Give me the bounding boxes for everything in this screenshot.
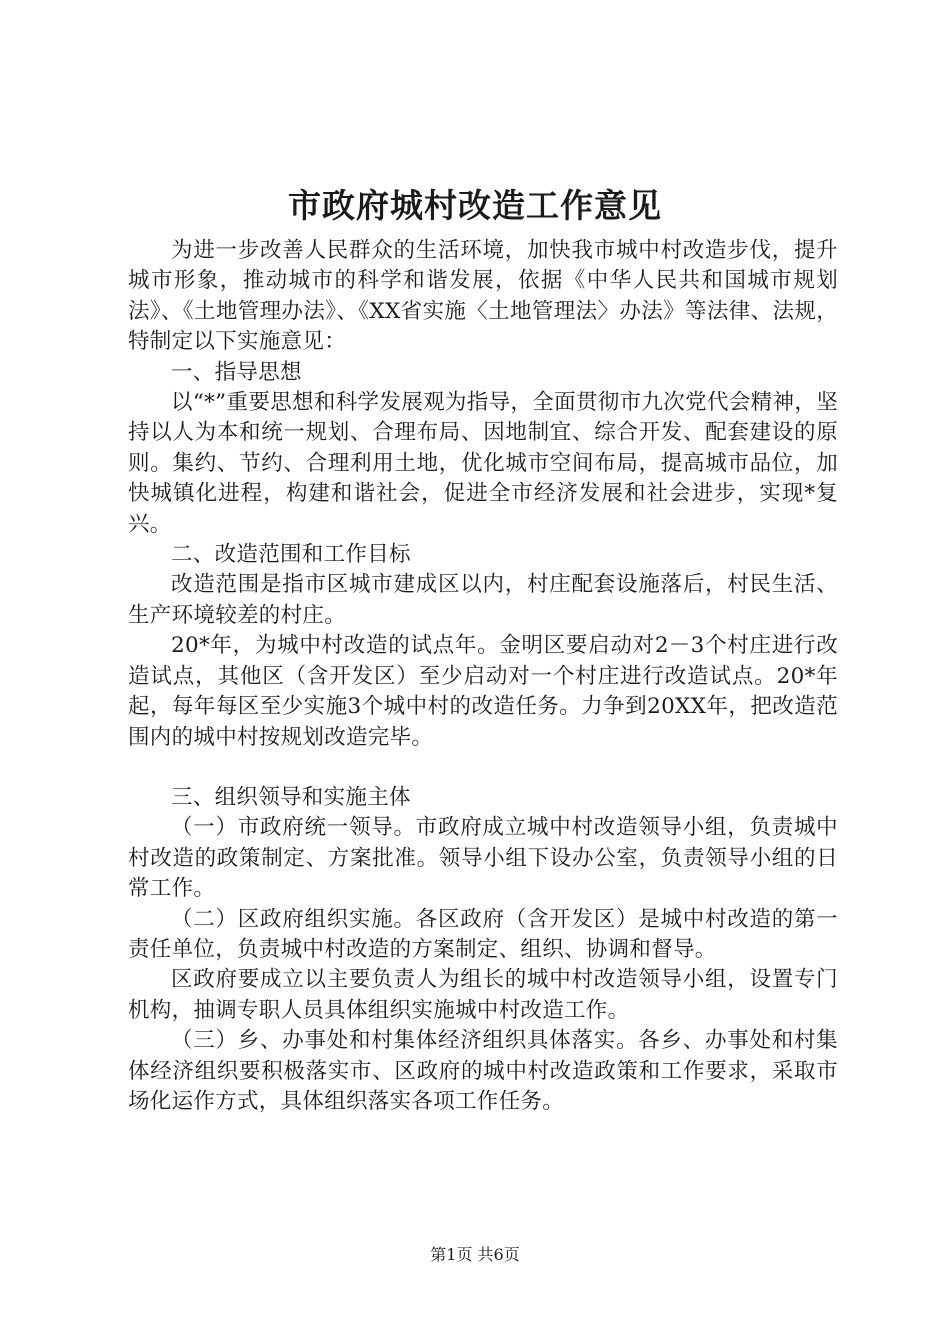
- paragraph-goals: 20*年，为城中村改造的试点年。金明区要启动对2－3个村庄进行改造试点，其他区（含开发区）至少启动对一个村庄进行改造试点。20*年起，每年每区至少实施3个城中村的改造任务。力争到20XX年，把改造范围内的城中村按规划改造完毕。: [128, 633, 838, 750]
- paragraph-township-implementation: （三）乡、办事处和村集体经济组织具体落实。各乡、办事处和村集体经济组织要积极落实市、区政府的城中村改造政策和工作要求，采取市场化运作方式，具体组织落实各项工作任务。: [128, 1028, 838, 1114]
- paragraph-city-leadership: （一）市政府统一领导。市政府成立城中村改造领导小组，负责城中村改造的政策制定、方案批准。领导小组下设办公室，负责领导小组的日常工作。: [128, 815, 838, 902]
- section-heading-1: 一、指导思想: [171, 359, 302, 385]
- paragraph-district-implementation: （二）区政府组织实施。各区政府（含开发区）是城中村改造的第一责任单位，负责城中村改造的方案制定、组织、协调和督导。: [128, 906, 838, 962]
- document-body: [128, 236, 838, 1117]
- document-title: 市政府城村改造工作意见: [288, 186, 662, 225]
- paragraph-scope: 改造范围是指市区城市建成区以内，村庄配套设施落后，村民生活、生产环境较差的村庄。: [128, 572, 838, 628]
- section-heading-3: 三、组织领导和实施主体: [171, 784, 411, 810]
- section-heading-2: 二、改造范围和工作目标: [171, 542, 411, 568]
- page-number: 第1页 共6页: [430, 1245, 520, 1264]
- paragraph-district-group: 区政府要成立以主要负责人为组长的城中村改造领导小组，设置专门机构，抽调专职人员具体组织实施城中村改造工作。: [128, 967, 838, 1023]
- paragraph-intro: 为进一步改善人民群众的生活环境，加快我市城中村改造步伐，提升城市形象，推动城市的科学和谐发展，依据《中华人民共和国城市规划法》、《土地管理办法》、《XX省实施〈土地管理法〉办法》等法律、法规，特制定以下实施意见：: [128, 238, 838, 355]
- paragraph-guiding-ideology: 以“*”重要思想和科学发展观为指导，全面贯彻市九次党代会精神，坚持以人为本和统一规划、合理布局、因地制宜、综合开发、配套建设的原则。集约、节约、合理利用土地，优化城市空间布局，提高城市品位，加快城镇化进程，构建和谐社会，促进全市经济发展和社会进步，实现*复兴。: [128, 390, 838, 537]
